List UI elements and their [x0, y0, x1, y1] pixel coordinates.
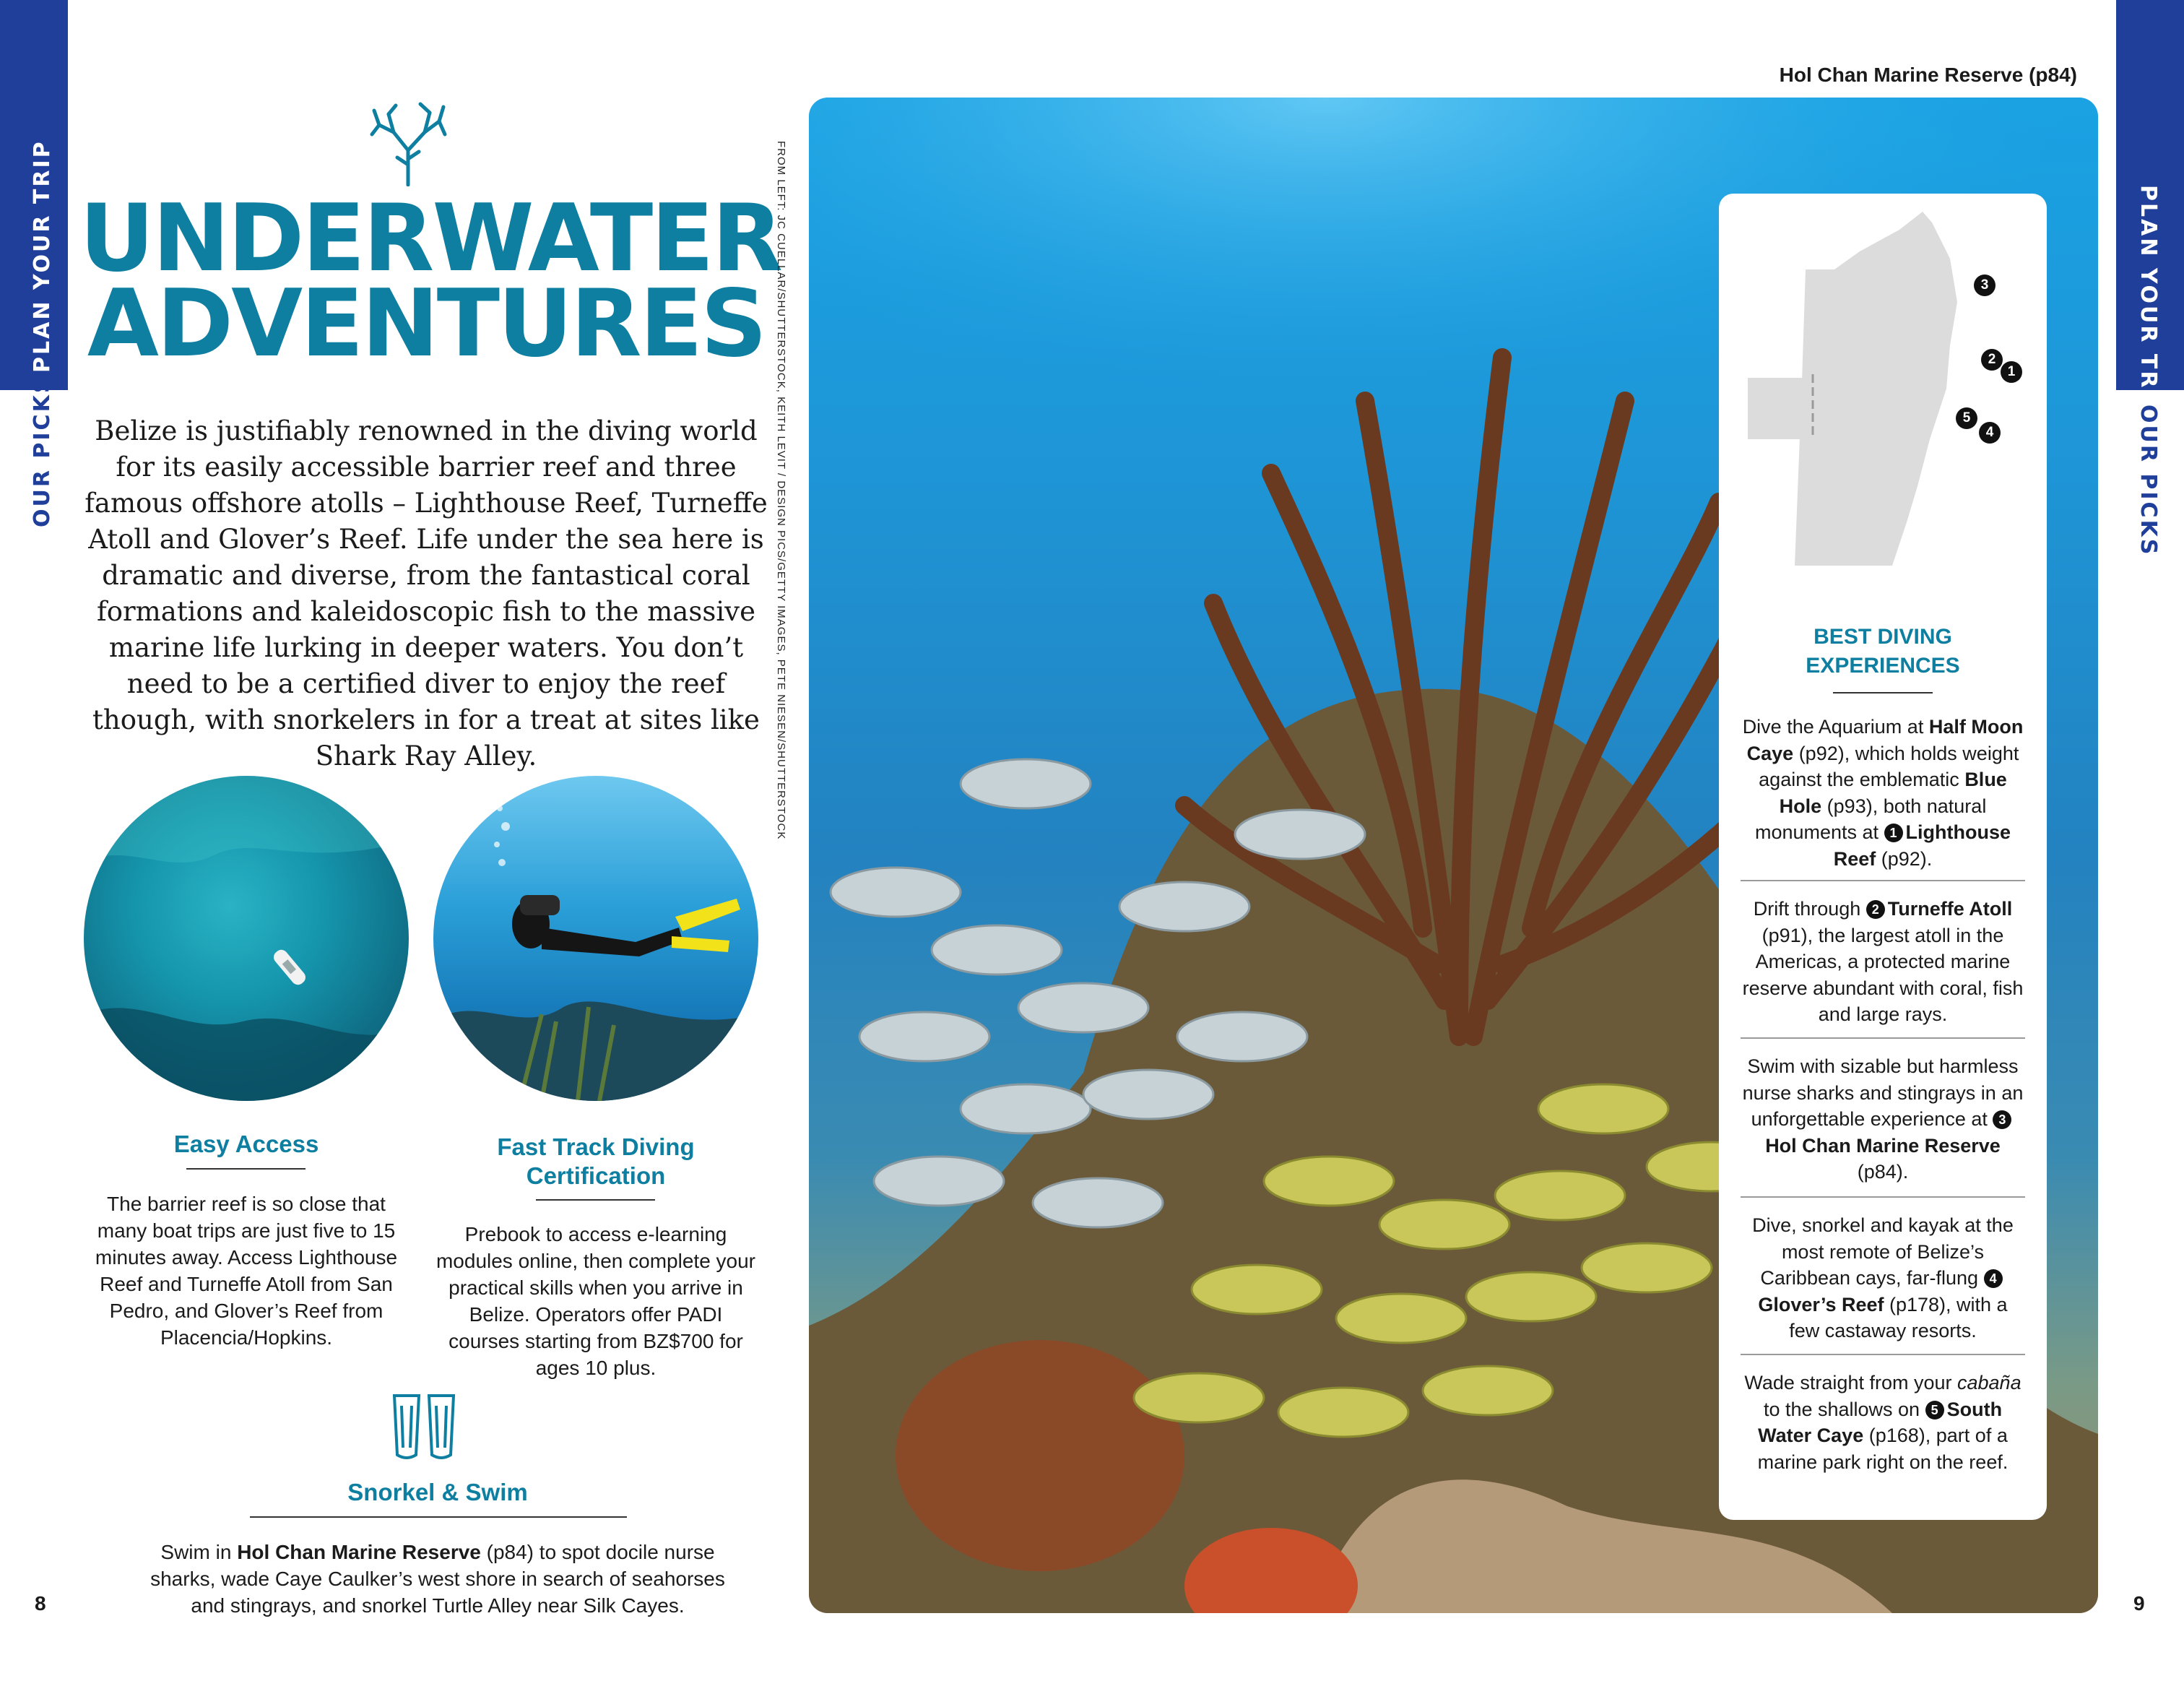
number-badge: 2 — [1866, 900, 1885, 919]
belize-map — [1733, 201, 2037, 576]
snorkel-swim-heading: Snorkel & Swim — [347, 1479, 528, 1505]
turneffe-atoll: Turneffe Atoll — [1887, 898, 2013, 920]
fast-track-text: Prebook to access e-learning modules online, then complete your practical skills when you arrive in Belize. Operators offer PADI courses starting from BZ$700 for ages 10 plus. — [436, 1223, 756, 1379]
item-text: (p91), the largest atoll in the Americas, a protected marine reserve abundant with coral, fish and large rays. — [1742, 924, 2024, 1025]
fast-track-heading-line-1: Fast Track Diving — [497, 1133, 695, 1160]
half-moon-caye: Half Moon Caye — [1746, 716, 2024, 764]
title-line-1: UNDERWATER — [79, 185, 781, 293]
page-number-right: 9 — [2133, 1592, 2145, 1615]
item-text: to the shallows on — [1763, 1398, 1925, 1420]
item-text: Dive, snorkel and kayak at the most remote of Belize’s Caribbean cays, far-flung — [1752, 1214, 2014, 1289]
map-marker-4: 4 — [1979, 422, 2001, 444]
best-diving-title-line-2: EXPERIENCES — [1806, 654, 1960, 678]
number-badge: 5 — [1925, 1401, 1944, 1419]
number-badge: 1 — [1884, 824, 1903, 842]
south-water-caye: South Water Caye — [1758, 1398, 2003, 1446]
snorkel-swim-text — [142, 1539, 734, 1619]
item-text: Swim with sizable but harmless nurse sharks and stingrays in an unforgettable experience at — [1742, 1055, 2024, 1130]
fast-track-heading-line-2: Certification — [526, 1162, 666, 1189]
snorkel-text-part: (p84) to spot docile nurse sharks, wade Caye Caulker’s west shore in search of seahorses and stingrays, and snorkel Turtle Alley near Silk Cayes. — [150, 1541, 725, 1617]
dive-item-4 — [1741, 1212, 2025, 1344]
aerial-reef-photo — [84, 776, 409, 1101]
easy-access-heading: Easy Access — [173, 1131, 319, 1157]
number-badge: 4 — [1984, 1269, 2003, 1288]
cabana-word: cabaña — [1957, 1372, 2022, 1393]
item-text: (p93), both natural monuments at — [1754, 795, 1987, 843]
best-diving-card — [1719, 194, 2047, 1520]
item-text: (p178), with a few castaway resorts. — [1789, 1293, 2008, 1341]
number-badge: 3 — [1993, 1110, 2011, 1129]
item-text: (p168), part of a marine park right on the reef. — [1757, 1425, 2008, 1473]
our-picks-label-right: OUR PICKS — [2136, 405, 2161, 557]
intro-paragraph: Belize is justifiably renowned in the diving world for its easily accessible barrier reef and three famous offshore atolls – Lighthouse Reef, Turneffe Atoll and Glover’s Reef. Life under the sea here is dramatic and diverse, from the fantastical coral formations and kaleidoscopic fish to the massive marine life lurking in deeper waters. You don’t need to be a certified diver to enjoy the reef though, with snorkelers in for a treat at sites like Shark Ray Alley. — [84, 415, 768, 772]
fins-icon — [390, 1391, 458, 1461]
blue-hole: Blue Hole — [1779, 769, 2007, 817]
our-picks-label-left: OUR PICKS — [30, 375, 55, 527]
lighthouse-reef: Lighthouse Reef — [1833, 821, 2011, 870]
item-text: Dive the Aquarium at — [1742, 716, 1929, 738]
card-divider — [1741, 880, 2025, 881]
card-divider — [1741, 1196, 2025, 1198]
best-diving-title-line-1: BEST DIVING — [1814, 625, 1952, 649]
hol-chan-link-text: Hol Chan Marine Reserve — [237, 1541, 481, 1563]
snorkel-text-part: Swim in — [160, 1541, 238, 1563]
title-line-2: ADVENTURES — [87, 270, 766, 378]
item-text: (p84). — [1857, 1161, 1909, 1183]
easy-access-rule — [186, 1168, 306, 1170]
easy-access-text: The barrier reef is so close that many boat trips are just five to 15 minutes away. Access Lighthouse Reef and Turneffe Atoll from San Pedro, and Glover’s Reef from Placencia/Hopkins. — [95, 1193, 398, 1349]
dive-item-5 — [1741, 1370, 2025, 1475]
hol-chan: Hol Chan Marine Reserve — [1765, 1134, 2001, 1157]
coral-icon — [368, 100, 448, 186]
fast-track-heading — [433, 1133, 758, 1190]
dive-item-3 — [1741, 1053, 2025, 1185]
photo-credit: FROM LEFT: JC CUELLAR/SHUTTERSTOCK, KEITH LEVIT / DESIGN PICS/GETTY IMAGES, PETE NIESEN/SHUTTERSTOCK — [775, 141, 787, 840]
fast-track-rule — [536, 1199, 655, 1201]
photo-location-caption: Hol Chan Marine Reserve (p84) — [1779, 64, 2077, 86]
plan-your-trip-label-left: PLAN YOUR TRIP — [30, 139, 55, 373]
glovers-reef: Glover’s Reef — [1758, 1293, 1884, 1315]
map-marker-3: 3 — [1974, 275, 1996, 296]
page-title — [79, 185, 781, 378]
item-text: Wade straight from your — [1744, 1372, 1957, 1393]
plan-your-trip-label-right: PLAN YOUR TRIP — [2136, 185, 2161, 418]
item-text: Drift through — [1753, 898, 1866, 920]
card-divider — [1741, 1037, 2025, 1039]
snorkel-swim-rule — [250, 1516, 627, 1518]
page-number-left: 8 — [35, 1592, 46, 1615]
best-diving-title — [1719, 623, 2047, 680]
scuba-diver-photo — [433, 776, 758, 1101]
card-divider — [1741, 1354, 2025, 1355]
item-text: (p92), which holds weight against the emblematic — [1759, 742, 2019, 790]
dive-item-2 — [1741, 896, 2025, 1028]
dive-item-1 — [1741, 714, 2025, 872]
map-marker-1: 1 — [2001, 361, 2022, 383]
map-marker-2: 2 — [1981, 349, 2003, 371]
map-marker-5: 5 — [1956, 407, 1977, 429]
item-text: (p92). — [1876, 847, 1933, 870]
card-title-rule — [1833, 692, 1933, 693]
